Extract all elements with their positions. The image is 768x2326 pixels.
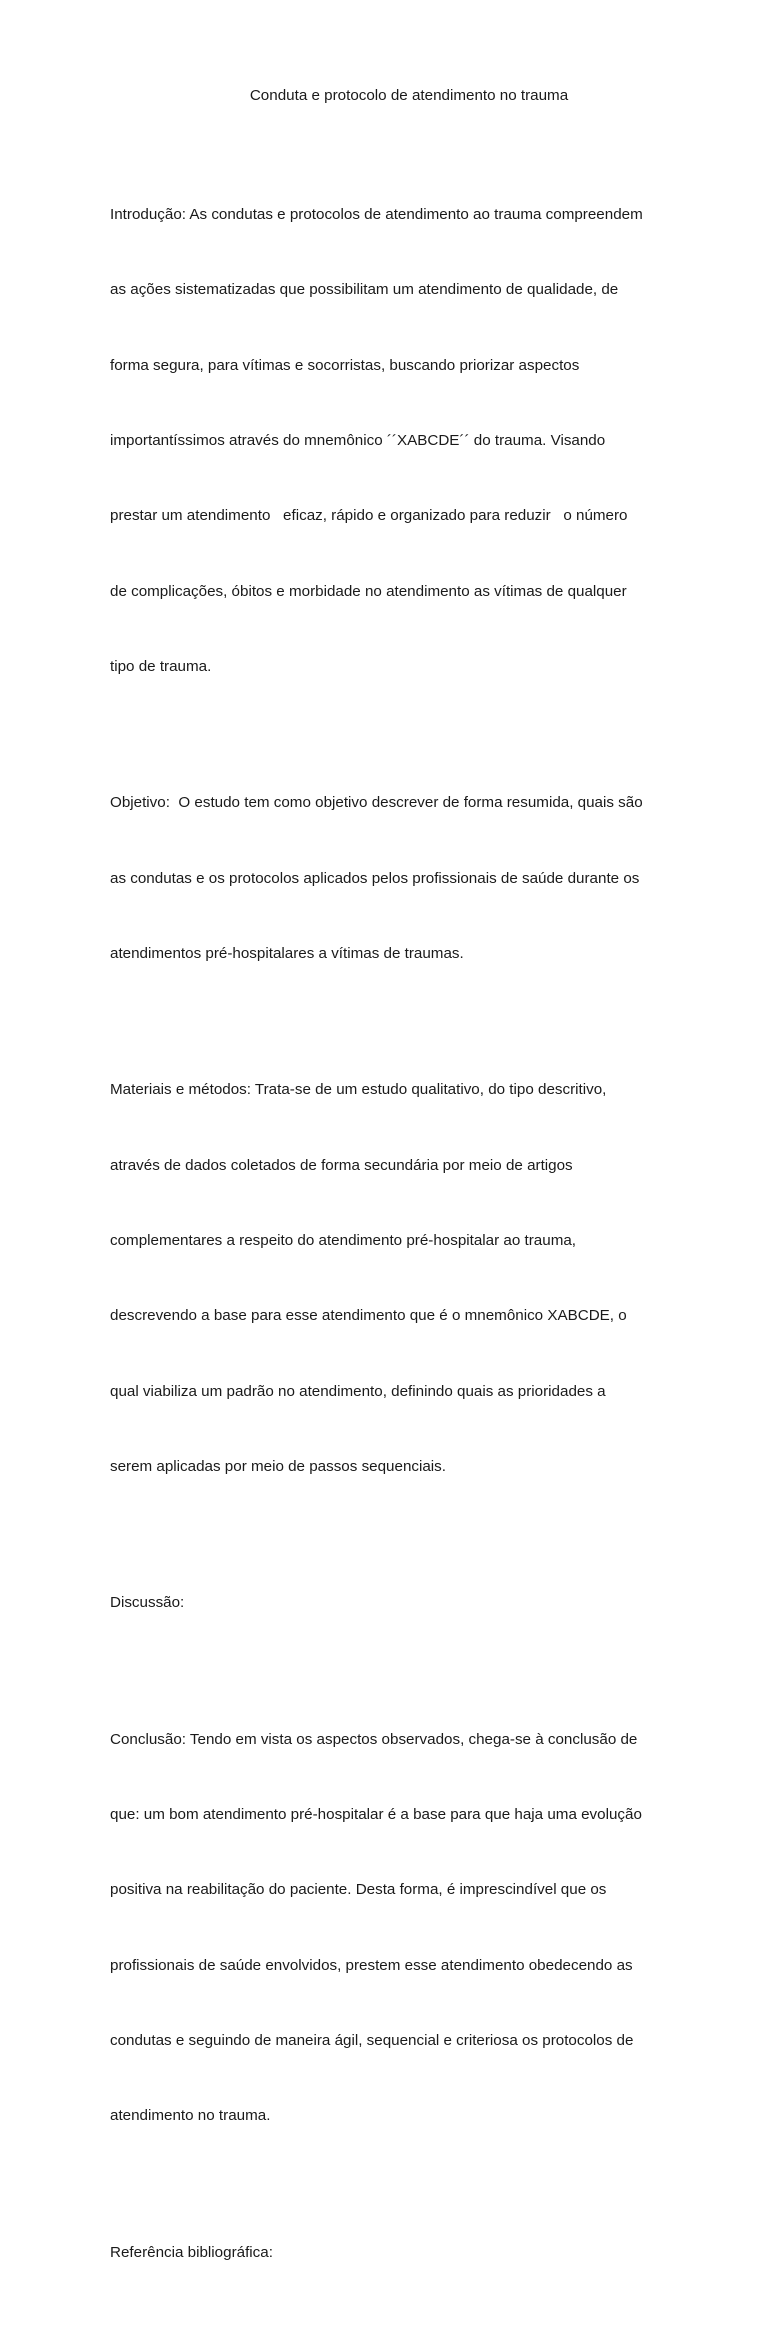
text-line: condutas e seguindo de maneira ágil, sequencial e criteriosa os protocolos de xyxy=(110,2031,634,2049)
text-line: Discussão: xyxy=(110,1594,185,1612)
text-line: forma segura, para vítimas e socorristas, buscando priorizar aspectos xyxy=(110,356,580,374)
text-line: complementares a respeito do atendimento pré-hospitalar ao trauma, xyxy=(110,1231,577,1249)
paragraph-materiais-e-metodos xyxy=(110,1027,670,1529)
paragraph-objetivo xyxy=(110,740,670,1016)
text-line: de complicações, óbitos e morbidade no atendimento as vítimas de qualquer xyxy=(110,582,627,600)
paragraph-conclusao xyxy=(110,1677,670,2179)
text-line: que: um bom atendimento pré-hospitalar é a base para que haja uma evolução xyxy=(110,1806,642,1823)
text-line: Materiais e métodos: Trata-se de um estudo qualitativo, do tipo descritivo, xyxy=(110,1081,607,1099)
text-line: profissionais de saúde envolvidos, prestem esse atendimento obedecendo as xyxy=(110,1956,633,1974)
text-line: Objetivo: O estudo tem como objetivo descrever de forma resumida, quais são xyxy=(110,794,643,812)
text-line: através de dados coletados de forma secundária por meio de artigos xyxy=(110,1156,573,1174)
text-line: Conclusão: Tendo em vista os aspectos observados, chega-se à conclusão de xyxy=(110,1730,638,1748)
text-line: Referência bibliográfica: xyxy=(110,2243,273,2261)
text-line: importantíssimos através do mnemônico ´´XABCDE´´ do trauma. Visando xyxy=(110,432,606,450)
paragraph-referencia-bibliografica xyxy=(110,2189,670,2314)
text-line: Introdução: As condutas e protocolos de atendimento ao trauma compreendem xyxy=(110,206,643,224)
text-line: atendimentos pré-hospitalares a vítimas de traumas. xyxy=(110,944,464,962)
document-body xyxy=(110,152,670,2326)
text-line: prestar um atendimento eficaz, rápido e organizado para reduzir o número xyxy=(110,507,628,525)
text-line: descrevendo a base para esse atendimento que é o mnemônico XABCDE, o xyxy=(110,1307,627,1325)
paragraph-introducao xyxy=(110,152,670,729)
text-line: qual viabiliza um padrão no atendimento, definindo quais as prioridades a xyxy=(110,1382,606,1400)
document-title: Conduta e protocolo de atendimento no trauma xyxy=(249,87,569,104)
text-line: as condutas e os protocolos aplicados pelos profissionais de saúde durante os xyxy=(110,869,640,887)
text-line: atendimento no trauma. xyxy=(110,2107,271,2125)
text-line: as ações sistematizadas que possibilitam um atendimento de qualidade, de xyxy=(110,281,619,299)
paragraph-discussao xyxy=(110,1540,670,1665)
text-line: positiva na reabilitação do paciente. Desta forma, é imprescindível que os xyxy=(110,1881,607,1899)
text-line: tipo de trauma. xyxy=(110,657,212,675)
text-line: serem aplicadas por meio de passos sequenciais. xyxy=(110,1457,446,1475)
